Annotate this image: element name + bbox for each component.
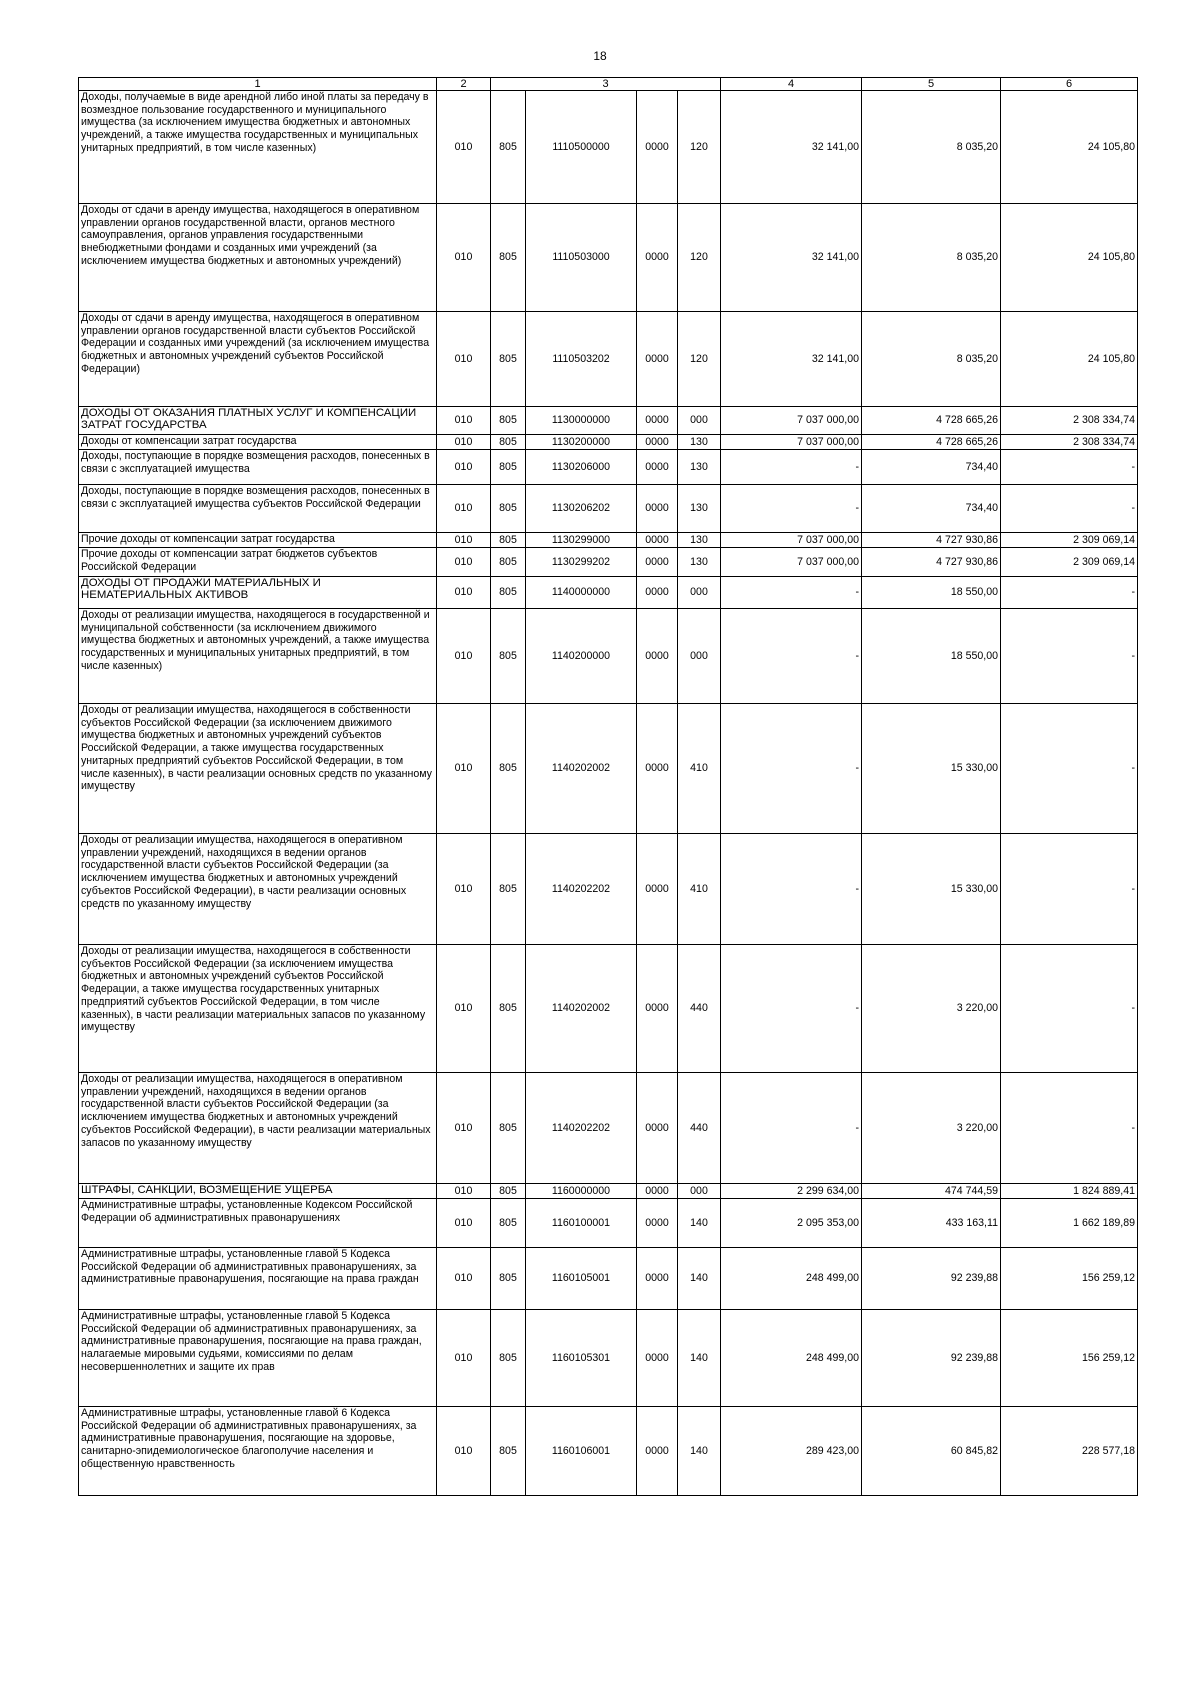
line-code: 010: [437, 407, 491, 435]
table-row: [79, 1310, 1138, 1407]
executed-amount: 4 727 930,86: [862, 548, 1001, 577]
admin-code: 805: [491, 577, 526, 609]
unexecuted-amount: -: [1001, 834, 1138, 945]
row-name: Доходы от реализации имущества, находящегося в собственности субъектов Российской Федерации (за исключением имущества бюджетных и автономных учреждений субъектов Российской Федерации, а также имущества государственных унитарных предприятий субъектов Российской Федерации, в том числе казенных), в части реализации материальных запасов по указанному имуществу: [79, 945, 437, 1073]
approved-amount: 7 037 000,00: [721, 407, 862, 435]
admin-code: 805: [491, 533, 526, 548]
row-name: Административные штрафы, установленные главой 5 Кодекса Российской Федерации об административных правонарушениях, за административные правонарушения, посягающие на права граждан: [79, 1248, 437, 1310]
program-code: 0000: [637, 435, 678, 450]
unexecuted-amount: 24 105,80: [1001, 204, 1138, 312]
line-code: 010: [437, 609, 491, 704]
row-name: Доходы от сдачи в аренду имущества, находящегося в оперативном управлении органов государственной власти субъектов Российской Федерации и созданных ими учреждений (за исключением имущества бюджетных и автономных учреждений субъектов Российской Федерации): [79, 312, 437, 407]
row-name: Доходы от компенсации затрат государства: [79, 435, 437, 450]
admin-code: 805: [491, 609, 526, 704]
row-name: Прочие доходы от компенсации затрат государства: [79, 533, 437, 548]
unexecuted-amount: 2 309 069,14: [1001, 548, 1138, 577]
unexecuted-amount: 2 308 334,74: [1001, 435, 1138, 450]
approved-amount: 32 141,00: [721, 204, 862, 312]
executed-amount: 92 239,88: [862, 1310, 1001, 1407]
line-code: 010: [437, 1184, 491, 1199]
table-row: [79, 704, 1138, 834]
line-code: 010: [437, 945, 491, 1073]
header-col-4: 4: [721, 78, 862, 91]
approved-amount: 248 499,00: [721, 1248, 862, 1310]
header-col-5: 5: [862, 78, 1001, 91]
approved-amount: -: [721, 704, 862, 834]
class-code: 120: [678, 312, 721, 407]
program-code: 0000: [637, 704, 678, 834]
revenue-code: 1140202002: [526, 704, 637, 834]
row-name: Административные штрафы, установленные главой 6 Кодекса Российской Федерации об административных правонарушениях, за административные правонарушения, посягающие на здоровье, санитарно-эпидемиологическое благополучие населения и общественную нравственность: [79, 1407, 437, 1496]
revenue-code: 1140000000: [526, 577, 637, 609]
unexecuted-amount: 24 105,80: [1001, 91, 1138, 204]
class-code: 130: [678, 435, 721, 450]
table-row: [79, 407, 1138, 435]
class-code: 000: [678, 609, 721, 704]
class-code: 130: [678, 450, 721, 485]
program-code: 0000: [637, 945, 678, 1073]
program-code: 0000: [637, 91, 678, 204]
program-code: 0000: [637, 533, 678, 548]
executed-amount: 8 035,20: [862, 91, 1001, 204]
unexecuted-amount: 24 105,80: [1001, 312, 1138, 407]
program-code: 0000: [637, 609, 678, 704]
line-code: 010: [437, 834, 491, 945]
table-row: [79, 435, 1138, 450]
revenue-code: 1160105001: [526, 1248, 637, 1310]
approved-amount: 7 037 000,00: [721, 435, 862, 450]
table-header-row: [79, 78, 1138, 91]
revenue-code: 1130000000: [526, 407, 637, 435]
program-code: 0000: [637, 1248, 678, 1310]
unexecuted-amount: 228 577,18: [1001, 1407, 1138, 1496]
admin-code: 805: [491, 1407, 526, 1496]
approved-amount: 2 095 353,00: [721, 1199, 862, 1248]
line-code: 010: [437, 91, 491, 204]
line-code: 010: [437, 204, 491, 312]
row-name: Доходы от реализации имущества, находящегося в государственной и муниципальной собственности (за исключением движимого имущества бюджетных и автономных учреждений, а также имущества государственных и муниципальных унитарных предприятий, в том числе казенных): [79, 609, 437, 704]
revenue-code: 1140202202: [526, 1073, 637, 1184]
row-name: Доходы от реализации имущества, находящегося в собственности субъектов Российской Федерации (за исключением движимого имущества бюджетных и автономных учреждений субъектов Российской Федерации, а также имущества государственных унитарных предприятий субъектов Российской Федерации, в том числе казенных), в части реализации основных средств по указанному имуществу: [79, 704, 437, 834]
class-code: 000: [678, 577, 721, 609]
class-code: 000: [678, 407, 721, 435]
table-row: [79, 548, 1138, 577]
approved-amount: 289 423,00: [721, 1407, 862, 1496]
approved-amount: -: [721, 1073, 862, 1184]
program-code: 0000: [637, 204, 678, 312]
program-code: 0000: [637, 1199, 678, 1248]
executed-amount: 4 728 665,26: [862, 407, 1001, 435]
unexecuted-amount: -: [1001, 577, 1138, 609]
table-row: [79, 609, 1138, 704]
admin-code: 805: [491, 548, 526, 577]
unexecuted-amount: -: [1001, 450, 1138, 485]
approved-amount: 2 299 634,00: [721, 1184, 862, 1199]
program-code: 0000: [637, 1184, 678, 1199]
class-code: 410: [678, 704, 721, 834]
class-code: 120: [678, 91, 721, 204]
revenue-code: 1160106001: [526, 1407, 637, 1496]
line-code: 010: [437, 1199, 491, 1248]
approved-amount: 32 141,00: [721, 312, 862, 407]
executed-amount: 734,40: [862, 450, 1001, 485]
header-col-1: 1: [79, 78, 437, 91]
admin-code: 805: [491, 704, 526, 834]
row-name: ДОХОДЫ ОТ ПРОДАЖИ МАТЕРИАЛЬНЫХ И НЕМАТЕРИАЛЬНЫХ АКТИВОВ: [79, 577, 437, 609]
admin-code: 805: [491, 204, 526, 312]
class-code: 130: [678, 533, 721, 548]
class-code: 140: [678, 1407, 721, 1496]
executed-amount: 60 845,82: [862, 1407, 1001, 1496]
revenue-code: 1140202202: [526, 834, 637, 945]
row-name: Административные штрафы, установленные Кодексом Российской Федерации об административных правонарушениях: [79, 1199, 437, 1248]
executed-amount: 433 163,11: [862, 1199, 1001, 1248]
row-name: Доходы от реализации имущества, находящегося в оперативном управлении учреждений, находящихся в ведении органов государственной власти субъектов Российской Федерации (за исключением имущества бюджетных и автономных учреждений субъектов Российской Федерации), в части реализации материальных запасов по указанному имуществу: [79, 1073, 437, 1184]
unexecuted-amount: 1 662 189,89: [1001, 1199, 1138, 1248]
line-code: 010: [437, 704, 491, 834]
executed-amount: 3 220,00: [862, 1073, 1001, 1184]
revenue-code: 1140200000: [526, 609, 637, 704]
table-row: [79, 834, 1138, 945]
revenue-code: 1160105301: [526, 1310, 637, 1407]
admin-code: 805: [491, 945, 526, 1073]
admin-code: 805: [491, 312, 526, 407]
executed-amount: 4 727 930,86: [862, 533, 1001, 548]
unexecuted-amount: 2 308 334,74: [1001, 407, 1138, 435]
program-code: 0000: [637, 407, 678, 435]
line-code: 010: [437, 312, 491, 407]
table-row: [79, 485, 1138, 533]
class-code: 140: [678, 1248, 721, 1310]
admin-code: 805: [491, 91, 526, 204]
table-row: [79, 1407, 1138, 1496]
line-code: 010: [437, 1310, 491, 1407]
executed-amount: 4 728 665,26: [862, 435, 1001, 450]
revenue-code: 1140202002: [526, 945, 637, 1073]
executed-amount: 18 550,00: [862, 609, 1001, 704]
executed-amount: 18 550,00: [862, 577, 1001, 609]
class-code: 440: [678, 945, 721, 1073]
revenue-code: 1130299202: [526, 548, 637, 577]
approved-amount: 32 141,00: [721, 91, 862, 204]
admin-code: 805: [491, 1310, 526, 1407]
approved-amount: -: [721, 450, 862, 485]
line-code: 010: [437, 1248, 491, 1310]
unexecuted-amount: -: [1001, 1073, 1138, 1184]
admin-code: 805: [491, 407, 526, 435]
row-name: Доходы от сдачи в аренду имущества, находящегося в оперативном управлении органов государственной власти, органов местного самоуправления, органов управления государственными внебюджетными фондами и созданных ими учреждений (за исключением имущества бюджетных и автономных учреждений): [79, 204, 437, 312]
admin-code: 805: [491, 1073, 526, 1184]
line-code: 010: [437, 548, 491, 577]
program-code: 0000: [637, 485, 678, 533]
executed-amount: 8 035,20: [862, 312, 1001, 407]
unexecuted-amount: -: [1001, 704, 1138, 834]
program-code: 0000: [637, 1407, 678, 1496]
unexecuted-amount: -: [1001, 609, 1138, 704]
class-code: 120: [678, 204, 721, 312]
executed-amount: 15 330,00: [862, 834, 1001, 945]
approved-amount: -: [721, 577, 862, 609]
approved-amount: 7 037 000,00: [721, 548, 862, 577]
class-code: 410: [678, 834, 721, 945]
class-code: 140: [678, 1199, 721, 1248]
row-name: Доходы от реализации имущества, находящегося в оперативном управлении учреждений, находящихся в ведении органов государственной власти субъектов Российской Федерации (за исключением имущества бюджетных и автономных учреждений субъектов Российской Федерации), в части реализации основных средств по указанному имуществу: [79, 834, 437, 945]
approved-amount: -: [721, 609, 862, 704]
unexecuted-amount: -: [1001, 945, 1138, 1073]
table-row: [79, 577, 1138, 609]
table-row: [79, 1073, 1138, 1184]
executed-amount: 474 744,59: [862, 1184, 1001, 1199]
header-col-6: 6: [1001, 78, 1138, 91]
unexecuted-amount: -: [1001, 485, 1138, 533]
admin-code: 805: [491, 485, 526, 533]
approved-amount: -: [721, 485, 862, 533]
revenue-code: 1130206202: [526, 485, 637, 533]
unexecuted-amount: 2 309 069,14: [1001, 533, 1138, 548]
table-row: [79, 1184, 1138, 1199]
admin-code: 805: [491, 450, 526, 485]
revenue-code: 1130299000: [526, 533, 637, 548]
admin-code: 805: [491, 1184, 526, 1199]
class-code: 130: [678, 548, 721, 577]
table-row: [79, 91, 1138, 204]
table-row: [79, 533, 1138, 548]
row-name: ШТРАФЫ, САНКЦИИ, ВОЗМЕЩЕНИЕ УЩЕРБА: [79, 1184, 437, 1199]
table-row: [79, 945, 1138, 1073]
admin-code: 805: [491, 1248, 526, 1310]
admin-code: 805: [491, 435, 526, 450]
program-code: 0000: [637, 834, 678, 945]
row-name: Доходы, получаемые в виде арендной либо иной платы за передачу в возмездное пользование государственного и муниципального имущества (за исключением имущества бюджетных и автономных учреждений, а также имущества государственных и муниципальных унитарных предприятий, в том числе казенных): [79, 91, 437, 204]
line-code: 010: [437, 533, 491, 548]
revenue-code: 1110503000: [526, 204, 637, 312]
revenue-code: 1110500000: [526, 91, 637, 204]
approved-amount: 7 037 000,00: [721, 533, 862, 548]
page-number: 18: [593, 49, 607, 63]
program-code: 0000: [637, 548, 678, 577]
unexecuted-amount: 156 259,12: [1001, 1310, 1138, 1407]
class-code: 440: [678, 1073, 721, 1184]
program-code: 0000: [637, 1310, 678, 1407]
revenue-code: 1160100001: [526, 1199, 637, 1248]
table-row: [79, 450, 1138, 485]
program-code: 0000: [637, 577, 678, 609]
header-col-3: 3: [491, 78, 721, 91]
executed-amount: 15 330,00: [862, 704, 1001, 834]
executed-amount: 92 239,88: [862, 1248, 1001, 1310]
row-name: Административные штрафы, установленные главой 5 Кодекса Российской Федерации об административных правонарушениях, за административные правонарушения, посягающие на права граждан, налагаемые мировыми судьями, комиссиями по делам несовершеннолетних и защите их прав: [79, 1310, 437, 1407]
table-row: [79, 312, 1138, 407]
approved-amount: 248 499,00: [721, 1310, 862, 1407]
executed-amount: 3 220,00: [862, 945, 1001, 1073]
program-code: 0000: [637, 450, 678, 485]
table-row: [79, 1248, 1138, 1310]
row-name: Доходы, поступающие в порядке возмещения расходов, понесенных в связи с эксплуатацией имущества субъектов Российской Федерации: [79, 485, 437, 533]
unexecuted-amount: 1 824 889,41: [1001, 1184, 1138, 1199]
revenue-code: 1160000000: [526, 1184, 637, 1199]
approved-amount: -: [721, 945, 862, 1073]
executed-amount: 734,40: [862, 485, 1001, 533]
line-code: 010: [437, 577, 491, 609]
row-name: ДОХОДЫ ОТ ОКАЗАНИЯ ПЛАТНЫХ УСЛУГ И КОМПЕНСАЦИИ ЗАТРАТ ГОСУДАРСТВА: [79, 407, 437, 435]
table-row: [79, 204, 1138, 312]
revenue-code: 1130206000: [526, 450, 637, 485]
revenue-code: 1110503202: [526, 312, 637, 407]
program-code: 0000: [637, 312, 678, 407]
header-col-2: 2: [437, 78, 491, 91]
line-code: 010: [437, 1407, 491, 1496]
class-code: 140: [678, 1310, 721, 1407]
line-code: 010: [437, 1073, 491, 1184]
revenue-table: [78, 77, 1138, 1496]
line-code: 010: [437, 450, 491, 485]
class-code: 000: [678, 1184, 721, 1199]
program-code: 0000: [637, 1073, 678, 1184]
approved-amount: -: [721, 834, 862, 945]
unexecuted-amount: 156 259,12: [1001, 1248, 1138, 1310]
line-code: 010: [437, 435, 491, 450]
revenue-code: 1130200000: [526, 435, 637, 450]
class-code: 130: [678, 485, 721, 533]
row-name: Доходы, поступающие в порядке возмещения расходов, понесенных в связи с эксплуатацией имущества: [79, 450, 437, 485]
table-row: [79, 1199, 1138, 1248]
line-code: 010: [437, 485, 491, 533]
admin-code: 805: [491, 834, 526, 945]
admin-code: 805: [491, 1199, 526, 1248]
executed-amount: 8 035,20: [862, 204, 1001, 312]
row-name: Прочие доходы от компенсации затрат бюджетов субъектов Российской Федерации: [79, 548, 437, 577]
